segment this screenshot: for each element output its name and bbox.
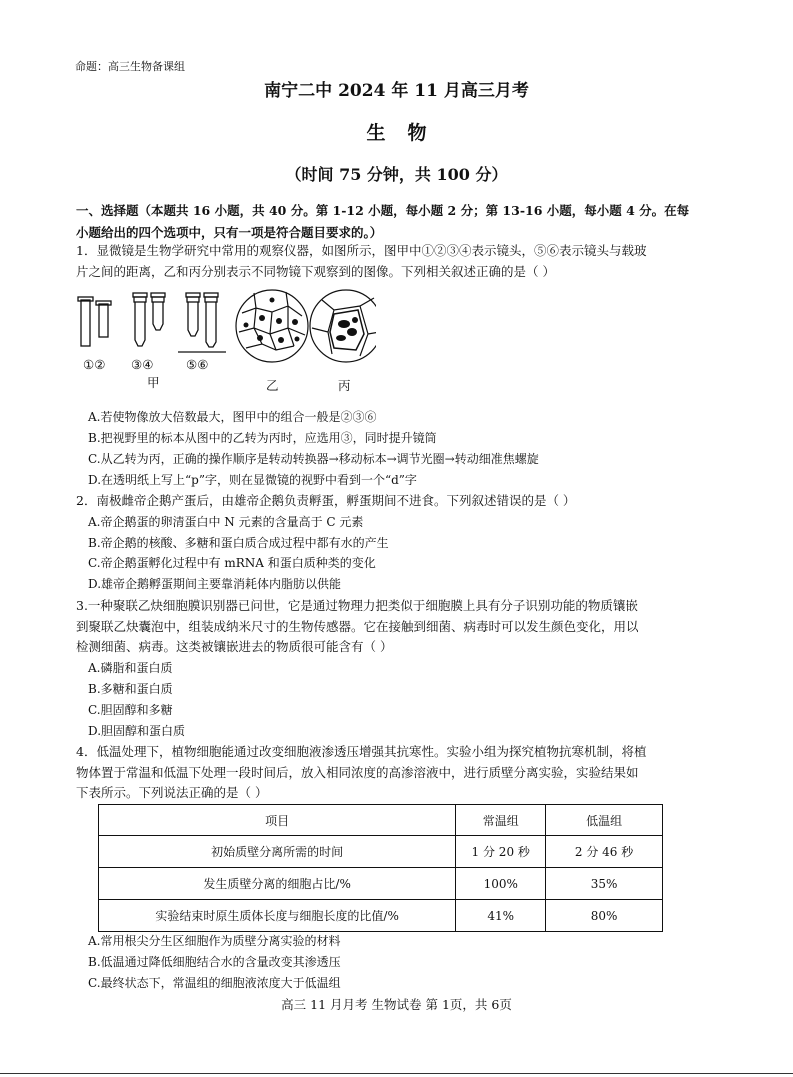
q3-option-b: B.多糖和蛋白质 (88, 682, 173, 696)
table-cell: 初始质壁分离所需的时间 (99, 836, 456, 868)
page-footer: 高三 11 月月考 生物试卷 第 1页，共 6页 (281, 997, 512, 1012)
q4-stem-3: 下表所示。下列说法正确的是（ ） (76, 785, 268, 800)
q4-results-table (98, 804, 663, 932)
table-cell: 100% (456, 868, 546, 900)
eyepiece-lenses (78, 297, 111, 346)
table-header-cell: 项目 (99, 805, 456, 836)
objective-distance-diagram (178, 293, 226, 352)
label-yi: 乙 (266, 378, 279, 393)
section-line-2: 小题给出的四个选项中，只有一项是符合题目要求的。） (76, 225, 383, 240)
table-cell: 41% (456, 900, 546, 932)
q4-option-a: A.常用根尖分生区细胞作为质壁分离实验的材料 (88, 934, 341, 948)
q2-option-d: D.雄帝企鹅孵蛋期间主要靠消耗体内脂肪以供能 (88, 577, 342, 591)
label-bing: 丙 (338, 378, 351, 393)
q1-option-d: D.在透明纸上写上“p”字，则在显微镜的视野中看到一个“d”字 (88, 473, 417, 487)
table-header-cell: 低温组 (546, 805, 663, 836)
q1-option-b: B.把视野里的标本从图中的乙转为丙时，应选用③，同时提升镜筒 (88, 431, 437, 445)
q2-option-a: A.帝企鹅蛋的卵清蛋白中 N 元素的含量高于 C 元素 (88, 515, 364, 529)
q1-option-c: C.从乙转为丙，正确的操作顺序是转动转换器→移动标本→调节光圈→转动细准焦螺旋 (88, 452, 539, 466)
exam-title: 南宁二中 2024 年 11 月高三月考 (264, 81, 529, 101)
author-line: 命题：高三生物备课组 (75, 60, 185, 73)
q4-option-c: C.最终状态下，常温组的细胞液浓度大于低温组 (88, 976, 341, 990)
q2-stem: 2．南极雌帝企鹅产蛋后，由雄帝企鹅负责孵蛋，孵蛋期间不进食。下列叙述错误的是（ ） (76, 493, 576, 508)
microscope-figure (76, 288, 376, 368)
q2-option-c: C.帝企鹅蛋孵化过程中有 mRNA 和蛋白质种类的变化 (88, 556, 376, 570)
q3-stem-1: 3.一种聚联乙炔细胞膜识别器已问世，它是通过物理力把类似于细胞膜上具有分子识别功能的物质镶嵌 (76, 598, 638, 613)
q2-option-b: B.帝企鹅的核酸、多糖和蛋白质合成过程中都有水的产生 (88, 536, 389, 550)
table-row (99, 868, 663, 900)
q3-option-a: A.磷脂和蛋白质 (88, 661, 173, 675)
section-heading (76, 200, 716, 244)
view-yi (236, 290, 308, 362)
q1-stem-2: 片之间的距离，乙和丙分别表示不同物镜下观察到的图像。下列相关叙述正确的是（ ） (76, 264, 555, 279)
table-row (99, 836, 663, 868)
table-cell: 发生质壁分离的细胞占比/% (99, 868, 456, 900)
exam-timing: （时间 75 分钟，共 100 分） (285, 165, 508, 184)
q1-option-a: A.若使物像放大倍数最大，图甲中的组合一般是②③⑥ (88, 410, 377, 424)
q4-option-b: B.低温通过降低细胞结合水的含量改变其渗透压 (88, 955, 341, 969)
objective-lenses (133, 293, 165, 346)
subject-title: 生物 (366, 122, 449, 144)
table-cell: 实验结束时原生质体长度与细胞长度的比值/% (99, 900, 456, 932)
table-cell: 1 分 20 秒 (456, 836, 546, 868)
q3-option-d: D.胆固醇和蛋白质 (88, 724, 186, 738)
table-header-cell: 常温组 (456, 805, 546, 836)
label-lenses-12: ①② (83, 357, 106, 372)
label-lenses-34: ③④ (131, 357, 154, 372)
q1-stem-1: 1．显微镜是生物学研究中常用的观察仪器，如图所示，图甲中①②③④表示镜头，⑤⑥表示镜头与载玻 (76, 243, 647, 258)
table-cell: 35% (546, 868, 663, 900)
q4-stem-2: 物体置于常温和低温下处理一段时间后，放入相同浓度的高渗溶液中，进行质壁分离实验，实验结果如 (76, 765, 639, 780)
q3-stem-3: 检测细菌、病毒。这类被镶嵌进去的物质很可能含有（ ） (76, 639, 393, 654)
label-distances-56: ⑤⑥ (186, 357, 209, 372)
label-jia: 甲 (147, 375, 160, 390)
section-line-1: 一、选择题（本题共 16 小题，共 40 分。第 1-12 小题，每小题 2 分；第 13-16 小题，每小题 4 分。在每 (76, 203, 690, 218)
bottom-divider (0, 1073, 793, 1074)
table-header-row (99, 805, 663, 836)
q4-stem-1: 4．低温处理下，植物细胞能通过改变细胞液渗透压增强其抗寒性。实验小组为探究植物抗寒机制，将植 (76, 744, 647, 759)
view-bing (310, 290, 376, 362)
q3-stem-2: 到聚联乙炔囊泡中，组装成纳米尺寸的生物传感器。它在接触到细菌、病毒时可以发生颜色变化，用以 (76, 619, 639, 634)
table-cell: 80% (546, 900, 663, 932)
table-row (99, 900, 663, 932)
q3-option-c: C.胆固醇和多糖 (88, 703, 173, 717)
table-cell: 2 分 46 秒 (546, 836, 663, 868)
